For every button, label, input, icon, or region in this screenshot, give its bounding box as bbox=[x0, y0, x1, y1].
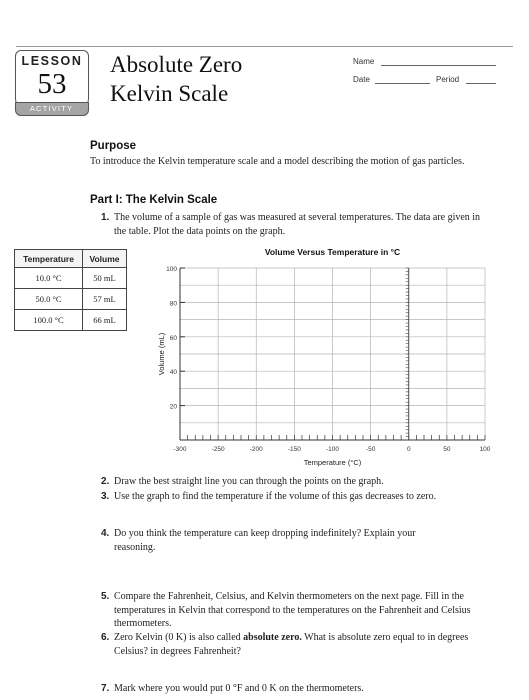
purpose-heading: Purpose bbox=[90, 140, 137, 152]
name-field[interactable] bbox=[381, 65, 496, 66]
question-text-part: What is absolute zero equal to in degrees Celsius? in degrees Fahrenheit? bbox=[114, 632, 469, 657]
question-text: Mark where you would put 0 °F and 0 K on the thermometers. bbox=[114, 683, 364, 694]
x-tick-label: 100 bbox=[479, 446, 491, 453]
x-tick-label: -250 bbox=[211, 446, 225, 453]
table-header-row bbox=[15, 250, 127, 268]
header-rule bbox=[16, 46, 513, 47]
x-tick-label: -200 bbox=[249, 446, 263, 453]
page-title-line2: Kelvin Scale bbox=[110, 81, 229, 106]
table-cell: 50.0 °C bbox=[15, 289, 83, 310]
volume-temperature-chart[interactable] bbox=[150, 243, 500, 473]
question-text: Use the graph to find the temperature if the volume of this gas decreases to zero. bbox=[114, 491, 437, 502]
question-number: 7. bbox=[101, 683, 110, 694]
x-tick-label: 50 bbox=[443, 446, 451, 453]
question-number: 3. bbox=[101, 491, 110, 502]
data-table bbox=[14, 249, 127, 331]
question-number: 5. bbox=[101, 591, 110, 602]
x-tick-label: 0 bbox=[406, 446, 411, 453]
period-label: Period bbox=[436, 75, 460, 84]
question-text-part: Zero Kelvin (0 K) is also called bbox=[114, 632, 244, 643]
question-2 bbox=[101, 475, 496, 489]
x-axis-label: Temperature (°C) bbox=[303, 458, 362, 467]
x-tick-label: -150 bbox=[287, 446, 301, 453]
y-tick-label: 20 bbox=[169, 403, 177, 411]
activity-label: ACTIVITY bbox=[29, 104, 74, 113]
date-field[interactable] bbox=[375, 83, 430, 84]
question-4 bbox=[101, 527, 431, 554]
question-6 bbox=[101, 631, 486, 658]
question-text-bold: absolute zero. bbox=[243, 632, 302, 643]
x-tick-label: -50 bbox=[365, 446, 376, 453]
y-axis-label: Volume (mL) bbox=[157, 332, 166, 376]
name-label: Name bbox=[353, 57, 375, 66]
question-text: Draw the best straight line you can through the points on the graph. bbox=[114, 476, 384, 487]
question-number: 4. bbox=[101, 528, 110, 539]
question-text: Compare the Fahrenheit, Celsius, and Kelvin thermometers on the next page. Fill in the temperatures in Kelvin that correspond to the temperatures on the Fahrenheit and Celsius thermometers. bbox=[114, 591, 471, 629]
y-tick-label: 100 bbox=[166, 266, 177, 273]
page-title-line1: Absolute Zero bbox=[110, 52, 243, 77]
table-row bbox=[15, 289, 127, 310]
table-cell: 100.0 °C bbox=[15, 310, 83, 331]
question-3 bbox=[101, 490, 496, 504]
question-5 bbox=[101, 590, 501, 631]
part1-heading: Part I: The Kelvin Scale bbox=[90, 194, 218, 206]
table-cell: 57 mL bbox=[83, 289, 127, 310]
table-cell: 10.0 °C bbox=[15, 268, 83, 289]
y-tick-label: 40 bbox=[169, 369, 177, 377]
chart-title: Volume Versus Temperature in °C bbox=[264, 247, 401, 257]
table-row bbox=[15, 268, 127, 289]
table-header-cell: Temperature bbox=[15, 250, 83, 268]
purpose-text: To introduce the Kelvin temperature scale and a model describing the motion of gas particles. bbox=[90, 156, 465, 167]
question-7 bbox=[101, 682, 496, 696]
table-cell: 66 mL bbox=[83, 310, 127, 331]
question-number: 6. bbox=[101, 632, 110, 643]
table-row bbox=[15, 310, 127, 331]
period-field[interactable] bbox=[466, 83, 496, 84]
question-text: Do you think the temperature can keep dropping indefinitely? Explain your reasoning. bbox=[114, 528, 416, 553]
question-text bbox=[101, 631, 486, 658]
lesson-label: LESSON bbox=[21, 54, 83, 68]
x-tick-label: -100 bbox=[325, 446, 340, 453]
lesson-number: 53 bbox=[37, 68, 67, 100]
question-number: 2. bbox=[101, 476, 110, 487]
y-tick-label: 60 bbox=[169, 334, 177, 342]
y-tick-label: 80 bbox=[169, 300, 177, 308]
date-label: Date bbox=[353, 75, 370, 84]
question-text: The volume of a sample of gas was measured at several temperatures. The data are given in the table. Plot the data points on the graph. bbox=[114, 212, 481, 237]
question-1 bbox=[101, 211, 486, 238]
x-tick-label: -300 bbox=[173, 446, 187, 453]
table-header-cell: Volume bbox=[83, 250, 127, 268]
question-number: 1. bbox=[101, 212, 110, 223]
table-cell: 50 mL bbox=[83, 268, 127, 289]
